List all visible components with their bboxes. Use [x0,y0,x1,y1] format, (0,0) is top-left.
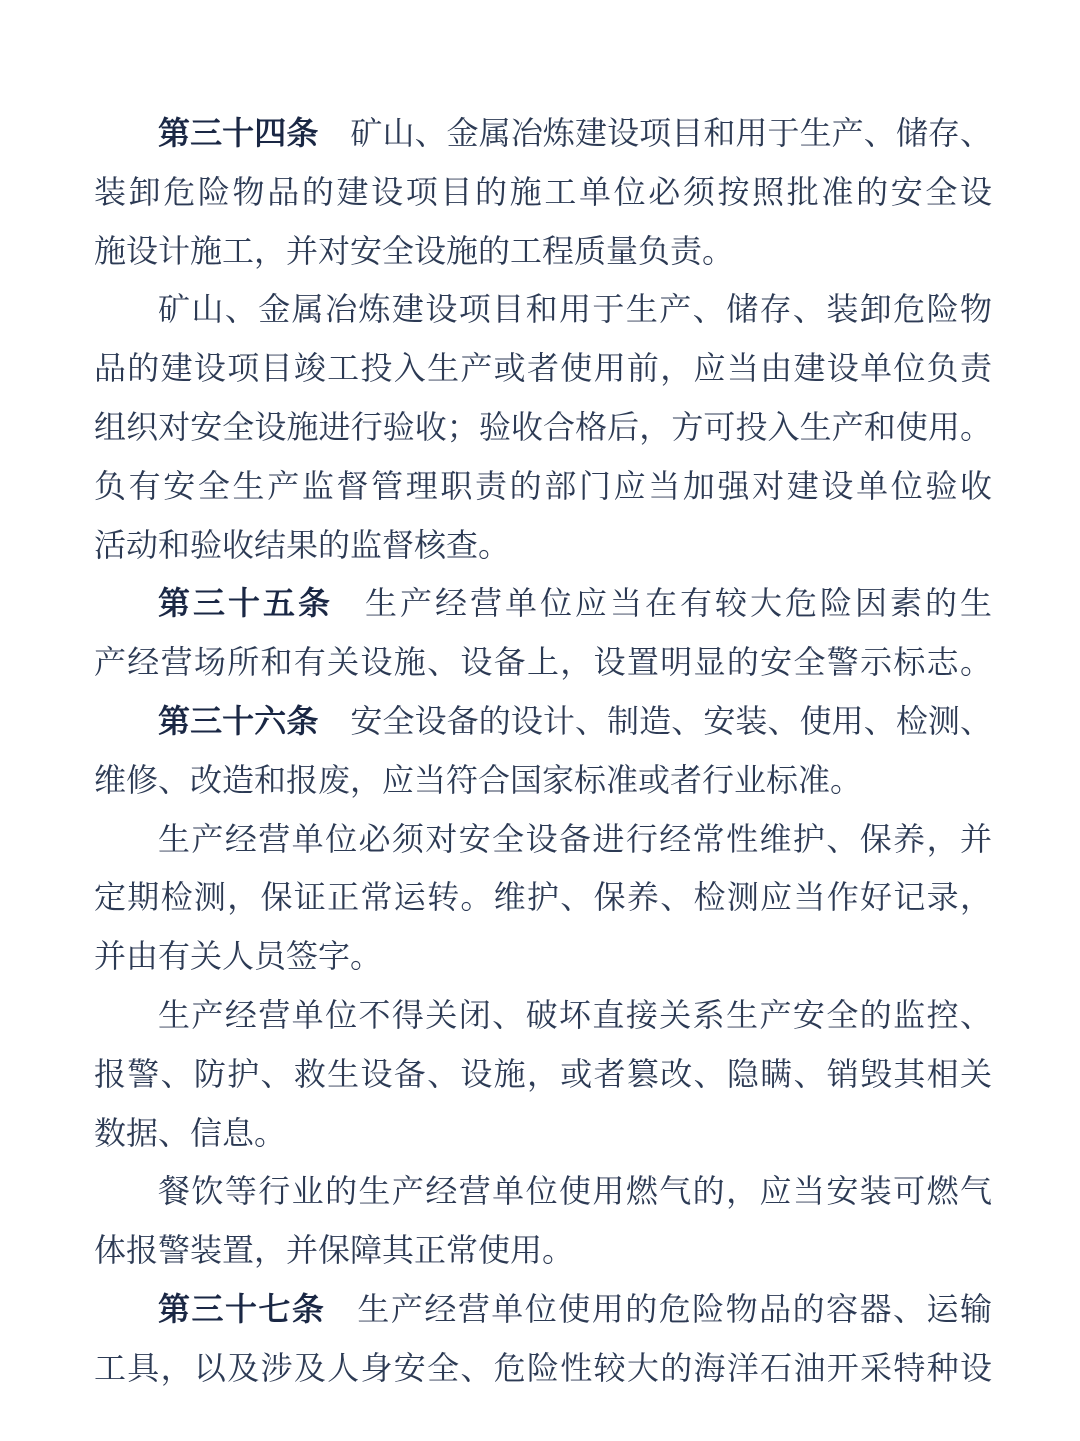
article-number: 第三十四条 [158,115,319,151]
article-number: 第三十五条 [158,585,333,622]
text-line [94,163,992,222]
article-number: 第三十七条 [158,1290,326,1327]
text-line [94,1162,992,1221]
text-line [94,692,992,751]
text-line [94,457,992,516]
line-text: 体报警装置，并保障其正常使用。 [94,1232,575,1269]
paragraph [94,104,992,280]
line-text: 数据、信息。 [94,1114,287,1151]
text-line [94,398,992,457]
line-text: 生产经营单位必须对安全设备进行经常性维护、保养，并 [158,820,992,857]
text-line [94,516,992,575]
line-text: 施设计施工，并对安全设施的工程质量负责。 [94,232,735,269]
text-line [94,1280,992,1339]
text-line [94,280,992,339]
line-text: 品的建设项目竣工投入生产或者使用前，应当由建设单位负责 [94,350,992,387]
text-line [94,1045,992,1104]
line-text: 矿山、金属冶炼建设项目和用于生产、储存、 [350,115,992,151]
line-text: 负有安全生产监督管理职责的部门应当加强对建设单位验收 [94,467,992,504]
line-text: 工具，以及涉及人身安全、危险性较大的海洋石油开采特种设 [94,1349,992,1386]
text-line [94,810,992,869]
line-text: 并由有关人员签字。 [94,938,383,975]
text-line [94,751,992,810]
text-line [94,1221,992,1280]
paragraph [94,574,992,692]
article-number: 第三十六条 [158,702,319,739]
line-text: 活动和验收结果的监督核查。 [94,526,511,563]
paragraph [94,810,992,986]
paragraph [94,280,992,574]
line-text: 餐饮等行业的生产经营单位使用燃气的，应当安装可燃气 [158,1173,992,1210]
paragraph [94,1162,992,1280]
text-line [94,927,992,986]
text-line [94,222,992,281]
line-text: 生产经营单位应当在有较大危险因素的生 [365,585,992,622]
line-text: 生产经营单位使用的危险物品的容器、运输 [357,1290,992,1327]
line-text: 定期检测，保证正常运转。维护、保养、检测应当作好记录， [94,879,992,916]
text-line [94,1339,992,1398]
text-line [94,633,992,692]
line-text: 报警、防护、救生设备、设施，或者篡改、隐瞒、销毁其相关 [94,1055,992,1092]
paragraph [94,692,992,810]
text-line [94,986,992,1045]
text-line [94,574,992,633]
line-text: 矿山、金属冶炼建设项目和用于生产、储存、装卸危险物 [158,291,992,328]
line-text: 装卸危险物品的建设项目的施工单位必须按照批准的安全设 [94,173,992,210]
document-body [94,104,992,1398]
paragraph [94,1280,992,1398]
text-line [94,104,992,163]
paragraph [94,986,992,1162]
line-text: 安全设备的设计、制造、安装、使用、检测、 [350,702,992,739]
text-line [94,1104,992,1163]
line-text: 产经营场所和有关设施、设备上，设置明显的安全警示标志。 [94,644,992,681]
text-line [94,868,992,927]
line-text: 组织对安全设施进行验收；验收合格后，方可投入生产和使用。 [94,408,992,445]
text-line [94,339,992,398]
line-text: 维修、改造和报废，应当符合国家标准或者行业标准。 [94,761,863,798]
line-text: 生产经营单位不得关闭、破坏直接关系生产安全的监控、 [158,996,992,1033]
